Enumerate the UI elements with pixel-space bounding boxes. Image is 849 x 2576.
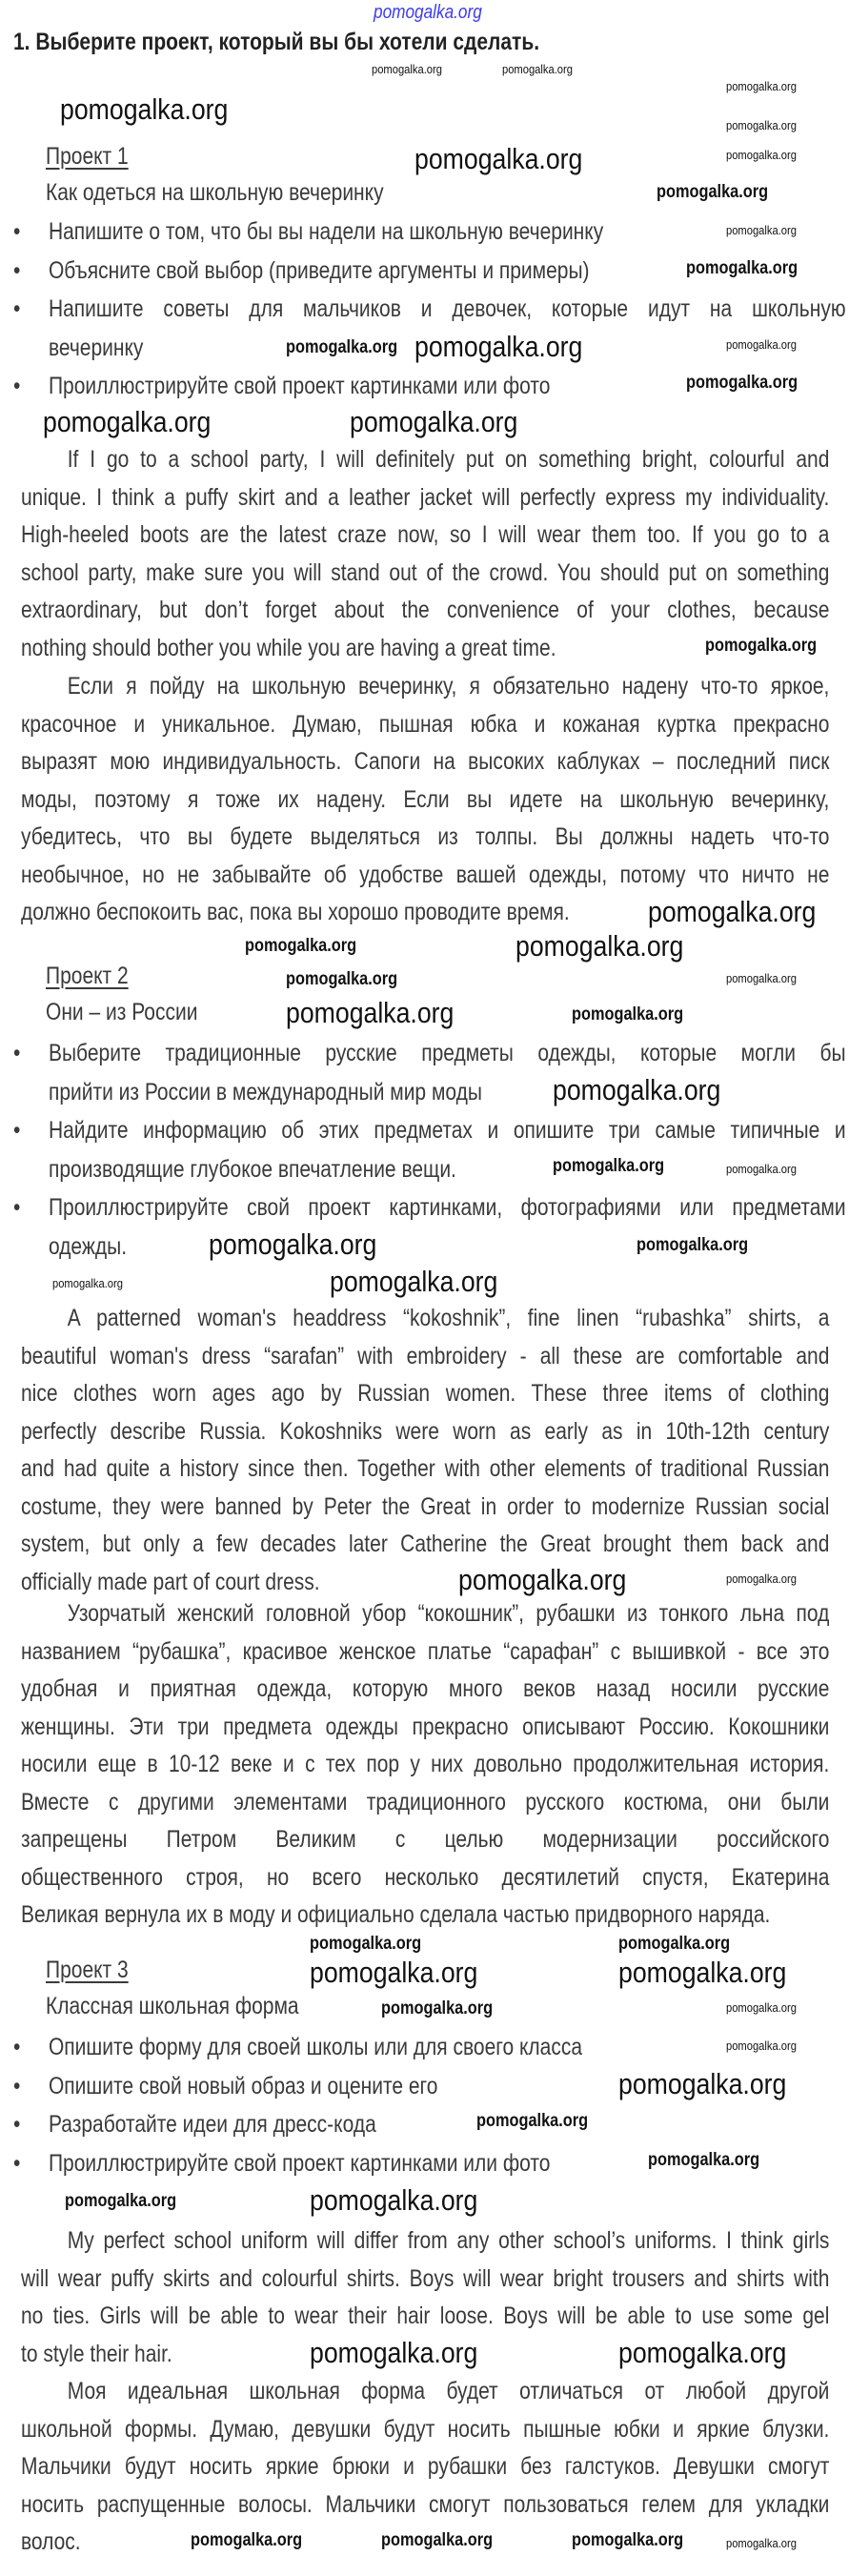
list-item-text: Выберите традиционные русские предметы одежды, которые могли бы [48, 1040, 846, 1066]
paragraph-line: выразят мою индивидуальность. Сапоги на высоких каблуках – последний писк [21, 748, 830, 775]
watermark-text: pomogalka.org [414, 330, 583, 363]
watermark-text: pomogalka.org [245, 936, 357, 956]
bullet-icon: • [13, 1117, 21, 1144]
paragraph-line: запрещены Петром Великим с целью модернизации российского [21, 1826, 830, 1853]
project2-bullet-list [13, 1034, 846, 1266]
paragraph-line: Великая вернула их в моду и официально сделала частью придворного наряда. [21, 1901, 771, 1928]
watermark-text: pomogalka.org [648, 895, 817, 928]
watermark-text: pomogalka.org [310, 1934, 422, 1954]
bullet-icon: • [13, 2111, 21, 2138]
paragraph-line: Если я пойду на школьную вечеринку, я обязательно надену что-то яркое, [67, 673, 830, 700]
paragraph-line: носить распущенные волосы. Мальчики смогут пользоваться гелем для укладки [21, 2490, 830, 2518]
list-item-continuation: вечеринку [48, 334, 144, 361]
watermark-text: pomogalka.org [286, 337, 398, 357]
watermark-text: pomogalka.org [43, 405, 212, 438]
paragraph-line: Вместе с другими элементами традиционного русского костюма, они были [21, 1788, 830, 1815]
paragraph-line: убедитесь, что вы будете выделяться из толпы. Вы должны надеть что-то [21, 823, 830, 850]
watermark-text: pomogalka.org [350, 405, 518, 438]
paragraph-line: красочное и уникальное. Думаю, пышная юбка и кожаная куртка прекрасно [21, 710, 830, 738]
list-item [13, 2105, 846, 2144]
paragraph-line: Мальчики будут носить яркие брюки и рубашки без галстуков. Девушки смогут [21, 2453, 830, 2480]
watermark-text: pomogalka.org [310, 1956, 478, 1989]
list-item [13, 290, 846, 329]
watermark-text: pomogalka.org [65, 2191, 177, 2211]
project2-english-text [21, 1300, 829, 1601]
paragraph-line: extraordinary, but don’t forget about the convenience of your clothes, because [21, 597, 830, 623]
paragraph-line: perfectly describe Russia. Kokoshniks were worn as early as in 10th-12th century [21, 1417, 830, 1445]
paragraph-line: If I go to a school party, I will definitely put on something bright, colourful and [67, 446, 830, 473]
watermark-text: pomogalka.org [618, 1956, 787, 1989]
paragraph-line: school party, make sure you will stand out of the crowd. You should put on something [21, 558, 830, 586]
project1-heading: Проект 1 [46, 143, 129, 170]
watermark-text: pomogalka.org [372, 62, 442, 76]
list-item-text: Напишите о том, что бы вы надели на школьную вечеринку [48, 218, 604, 245]
list-item-text: Напишите советы для мальчиков и девочек, которые идут на школьную [48, 295, 846, 322]
task-title: 1. Выберите проект, который вы бы хотели сделать. [13, 29, 540, 55]
paragraph-line: Моя идеальная школьная форма будет отличаться от любой другой [67, 2378, 830, 2404]
watermark-text: pomogalka.org [686, 258, 798, 278]
watermark-text: pomogalka.org [618, 2067, 787, 2100]
list-item-text: Проиллюстрируйте свой проект картинками или фото [48, 373, 551, 399]
project1-subtitle: Как одеться на школьную вечеринку [46, 179, 384, 206]
paragraph-line: unique. I think a puffy skirt and a leather jacket will perfectly express my individuality. [21, 483, 830, 511]
watermark-text: pomogalka.org [60, 92, 229, 126]
watermark-text: pomogalka.org [726, 148, 797, 162]
bullet-icon: • [13, 2034, 21, 2060]
watermark-text: pomogalka.org [657, 182, 769, 202]
watermark-text: pomogalka.org [286, 969, 398, 989]
watermark-text: pomogalka.org [286, 996, 455, 1029]
watermark-text: pomogalka.org [686, 373, 798, 393]
watermark-text: pomogalka.org [648, 2150, 760, 2170]
watermark-text: pomogalka.org [502, 62, 573, 76]
project3-subtitle: Классная школьная форма [46, 1993, 299, 2019]
list-item-continuation: прийти из России в международный мир моды [48, 1078, 482, 1105]
paragraph-line: and had quite a history since then. Together with other elements of traditional Russian [21, 1455, 830, 1482]
watermark-text: pomogalka.org [637, 1235, 749, 1255]
paragraph-line: to style their hair. [21, 2340, 172, 2367]
watermark-text: pomogalka.org [515, 929, 684, 963]
paragraph-line: beautiful woman's dress “sarafan” with embroidery - all these are comfortable and [21, 1342, 830, 1369]
project2-heading: Проект 2 [46, 963, 129, 989]
watermark-text: pomogalka.org [52, 1276, 123, 1290]
paragraph-line: My perfect school uniform will differ from any other school’s uniforms. I think girls [67, 2227, 830, 2254]
paragraph-line: общественного строя, но всего несколько десятилетий спустя, Екатерина [21, 1863, 830, 1891]
watermark-text: pomogalka.org [476, 2111, 589, 2131]
paragraph-line: школьной формы. Думаю, девушки будут носить пышные юбки и яркие блузки. [21, 2415, 830, 2443]
paragraph-line: nothing should bother you while you are having a great time. [21, 634, 556, 661]
bullet-icon: • [13, 2149, 21, 2177]
list-item-text: Разработайте идеи для дресс-кода [48, 2111, 376, 2138]
paragraph-line: удобная и приятная одежда, которую много веков назад носили русские [21, 1675, 830, 1702]
list-item [13, 2028, 846, 2067]
bullet-icon: • [13, 373, 21, 399]
paragraph-line: officially made part of court dress. [21, 1568, 320, 1595]
watermark-text: pomogalka.org [310, 2183, 478, 2217]
paragraph-line: High-heeled boots are the latest craze now, so I will wear them too. If you go to a [21, 521, 830, 548]
project2-russian-text [21, 1595, 829, 1935]
list-item-text: Проиллюстрируйте свой проект картинками или фото [48, 2149, 551, 2177]
list-item-text: Опишите свой новый образ и оцените его [48, 2072, 438, 2099]
watermark-text: pomogalka.org [618, 1934, 731, 1954]
paragraph-line: моды, поэтому я тоже их надену. Если вы идете на школьную вечеринку, [21, 785, 830, 813]
watermark-text: pomogalka.org [310, 2336, 478, 2369]
paragraph-line: волос. [21, 2528, 81, 2555]
watermark-text: pomogalka.org [191, 2530, 303, 2550]
project2-subtitle: Они – из России [46, 999, 198, 1025]
project1-russian-text [21, 668, 829, 932]
paragraph-line: nice clothes worn ages ago by Russian women. These three items of clothing [21, 1380, 830, 1407]
watermark-text: pomogalka.org [414, 142, 583, 175]
paragraph-line: will wear puffy skirts and colourful shirts. Boys will wear bright trousers and shirts with [21, 2264, 830, 2292]
bullet-icon: • [13, 2072, 21, 2099]
watermark-text: pomogalka.org [726, 79, 797, 93]
list-item [13, 1188, 846, 1227]
project3-heading: Проект 3 [46, 1957, 129, 1983]
watermark-text: pomogalka.org [726, 1162, 797, 1176]
list-item [13, 1034, 846, 1073]
watermark-text: pomogalka.org [572, 1004, 684, 1024]
watermark-text: pomogalka.org [553, 1073, 721, 1106]
watermark-text: pomogalka.org [705, 636, 818, 656]
paragraph-line: женщины. Эти три предмета одежды прекрасно описывают Россию. Кокошники [21, 1713, 830, 1740]
paragraph-line: носили еще в 10-12 веке и с тех пор у них довольно продолжительная история. [21, 1751, 830, 1777]
watermark-text: pomogalka.org [726, 971, 797, 985]
watermark-text: pomogalka.org [726, 2536, 797, 2550]
bullet-icon: • [13, 256, 21, 284]
watermark-text: pomogalka.org [726, 2038, 797, 2053]
list-item [13, 213, 846, 252]
paragraph-line: costume, they were banned by Peter the Great in order to modernize Russian social [21, 1492, 830, 1520]
bullet-icon: • [13, 1194, 21, 1221]
watermark-text: pomogalka.org [726, 223, 797, 237]
watermark-text: pomogalka.org [458, 1563, 627, 1596]
watermark-text: pomogalka.org [553, 1156, 665, 1176]
list-item-text: Проиллюстрируйте свой проект картинками, фотографиями или предметами [48, 1194, 846, 1221]
watermark-text: pomogalka.org [618, 2336, 787, 2369]
bullet-icon: • [13, 218, 21, 245]
list-item-text: Опишите форму для своей школы или для своего класса [48, 2034, 583, 2060]
paragraph-line: system, but only a few decades later Catherine the Great brought them back and [21, 1531, 830, 1557]
list-item [13, 1111, 846, 1150]
paragraph-line: A patterned woman's headdress “kokoshnik”, fine linen “rubashka” shirts, a [67, 1305, 830, 1331]
paragraph-line: должно беспокоить вас, пока вы хорошо проводите время. [21, 899, 570, 925]
watermark-text: pomogalka.org [726, 1572, 797, 1586]
paragraph-line: названием “рубашка”, красивое женское платье “сарафан” с вышивкой - все это [21, 1637, 830, 1665]
watermark-text: pomogalka.org [726, 2000, 797, 2015]
watermark-text: pomogalka.org [330, 1265, 498, 1298]
paragraph-line: необычное, но не забывайте об удобстве вашей одежды, потому что ничто не [21, 861, 830, 888]
watermark-text: pomogalka.org [209, 1227, 377, 1261]
paragraph-line: no ties. Girls will be able to wear their hair loose. Boys will be able to use some gel [21, 2302, 830, 2329]
bullet-icon: • [13, 1040, 21, 1066]
site-logo-watermark[interactable]: pomogalka.org [374, 2, 482, 23]
project1-english-text [21, 441, 829, 667]
watermark-text: pomogalka.org [381, 1998, 494, 2018]
list-item-continuation: одежды. [48, 1232, 128, 1260]
paragraph-line: Узорчатый женский головной убор “кокошник”, рубашки из тонкого льна под [67, 1600, 830, 1627]
watermark-text: pomogalka.org [381, 2530, 494, 2550]
watermark-text: pomogalka.org [726, 118, 797, 132]
watermark-text: pomogalka.org [726, 337, 797, 352]
list-item-text: Найдите информацию об этих предметах и опишите три самые типичные и [48, 1117, 846, 1144]
bullet-icon: • [13, 295, 21, 322]
watermark-text: pomogalka.org [572, 2530, 684, 2550]
list-item-continuation: производящие глубокое впечатление вещи. [48, 1155, 456, 1183]
list-item-text: Объясните свой выбор (приведите аргументы и примеры) [48, 256, 590, 284]
